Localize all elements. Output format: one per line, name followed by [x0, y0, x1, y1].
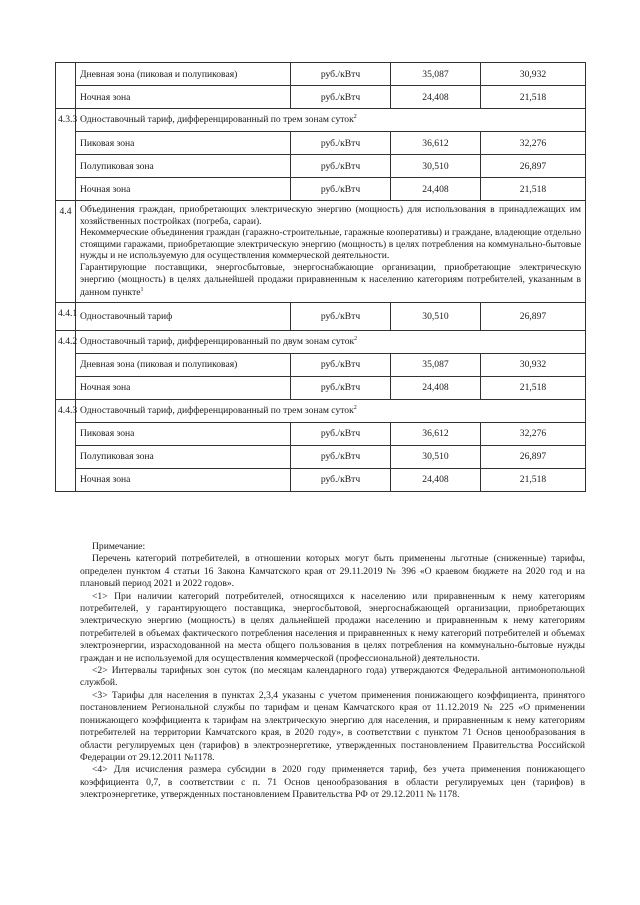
- table-row: [56, 302, 586, 330]
- row-number: 4.4: [56, 201, 76, 303]
- group-header-text: Одноставочный тариф, дифференцированный по трем зонам суток: [80, 114, 354, 126]
- row-value-2: 26,897: [481, 155, 586, 178]
- table-row: [56, 63, 586, 86]
- row-value-2: 30,932: [481, 63, 586, 86]
- row-value-2: 26,897: [481, 302, 586, 330]
- table-row: [56, 155, 586, 178]
- row-value-2: 32,276: [481, 422, 586, 445]
- footnote-ref: 2: [353, 114, 357, 121]
- row-label: Одноставочный тариф: [76, 302, 291, 330]
- row-label: Ночная зона: [76, 468, 291, 491]
- description-paragraph: [80, 204, 581, 227]
- row-label: Пиковая зона: [76, 132, 291, 155]
- group-header: [76, 109, 586, 132]
- footnote-ref: 1: [140, 287, 144, 294]
- row-unit: руб./кВтч: [291, 63, 391, 86]
- row-value-1: 24,408: [391, 376, 481, 399]
- row-unit: руб./кВтч: [291, 302, 391, 330]
- row-value-2: 21,518: [481, 468, 586, 491]
- table-row: [56, 86, 586, 109]
- note-4: <4> Для исчисления размера субсидии в 2020 году применяется тариф, без учета применения понижающего коэффициента 0,7, в соответствии с п. 71 Основ ценообразования в области регулируемых цен (тарифов) в электроэнергетике, утвержденных постановлением Правительства РФ от 29.12.2011 № 1178.: [80, 764, 585, 801]
- description-text: Некоммерческие объединения граждан (гаражно-строительные, гаражные кооперативы) и граждане, владеющие отдельно стоящими гаражами, приобретающие электрическую энергию (мощность) в целях потребления на коммунально-бытовые нужды и не используемую для осуществления коммерческой деятельности.: [80, 227, 581, 262]
- row-number: 4.3.3: [56, 109, 76, 201]
- row-value-1: 36,612: [391, 422, 481, 445]
- notes-title: Примечание:: [92, 541, 146, 552]
- table-row: [56, 376, 586, 399]
- row-value-1: 35,087: [391, 353, 481, 376]
- footnote-ref: 2: [354, 336, 358, 343]
- footnote-ref: 2: [353, 405, 357, 412]
- row-label: Пиковая зона: [76, 422, 291, 445]
- row-unit: руб./кВтч: [291, 376, 391, 399]
- row-number: 4.4.1: [56, 302, 76, 330]
- row-label: Ночная зона: [76, 178, 291, 201]
- description-text: Объединения граждан, приобретающих электрическую энергию (мощность) для использования в принадлежащих им хозяйственных постройках (погреба, сараи).: [80, 204, 581, 227]
- row-value-2: 26,897: [481, 445, 586, 468]
- table-row: [56, 353, 586, 376]
- row-unit: руб./кВтч: [291, 155, 391, 178]
- row-value-1: 30,510: [391, 155, 481, 178]
- row-unit: руб./кВтч: [291, 445, 391, 468]
- row-label: Ночная зона: [76, 376, 291, 399]
- notes-section: [80, 541, 585, 802]
- row-value-2: 32,276: [481, 132, 586, 155]
- note-0: Перечень категорий потребителей, в отношении которых могут быть применены льготные (сниженные) тарифы, определен пунктом 4 статьи 16 Закона Камчатского края от 29.11.2019 № 396 «О краевом бюджете на 2020 год и на плановый период 2021 и 2022 годов».: [80, 553, 585, 590]
- description-paragraph: [80, 227, 581, 262]
- description-text: Гарантирующие поставщики, энергосбытовые, энергоснабжающие организации, приобретающие электрическую энергию (мощность) в целях дальнейшей продажи приравненным к населению категориям потребителей, указанным в данном пункте: [80, 261, 581, 299]
- row-unit: руб./кВтч: [291, 132, 391, 155]
- row-label: Дневная зона (пиковая и полупиковая): [76, 63, 291, 86]
- row-number: [56, 63, 76, 109]
- note-1: <1> При наличии категорий потребителей, относящихся к населению или приравненным к нему категориям потребителей, у гарантирующего поставщика, энергосбытовой, энергоснабжающей организации, приобретающих электрическую энергию (мощность) в целях дальнейшей продажи населению и приравненным к нему категориям потребителей в объемах фактического потребления населения и приравненных к нему категорий потребителей и объемах электроэнергии, израсходованной на места общего пользования в целях потребления на коммунально-бытовые нужды граждан и не используемой для осуществления коммерческой (профессиональной) деятельности.: [80, 590, 585, 664]
- row-unit: руб./кВтч: [291, 422, 391, 445]
- row-value-1: 36,612: [391, 132, 481, 155]
- description-paragraph: [80, 262, 581, 299]
- table-group-header: [56, 330, 586, 353]
- row-value-1: 24,408: [391, 468, 481, 491]
- row-value-1: 30,510: [391, 302, 481, 330]
- row-unit: руб./кВтч: [291, 468, 391, 491]
- category-description: [76, 201, 586, 303]
- row-value-2: 21,518: [481, 86, 586, 109]
- table-row: [56, 445, 586, 468]
- table-row-description: [56, 201, 586, 303]
- table-row: [56, 132, 586, 155]
- row-value-2: 21,518: [481, 178, 586, 201]
- row-number: 4.4.2: [56, 330, 76, 399]
- row-value-1: 24,408: [391, 178, 481, 201]
- table-group-header: [56, 399, 586, 422]
- row-value-2: 30,932: [481, 353, 586, 376]
- row-unit: руб./кВтч: [291, 86, 391, 109]
- note-2: <2> Интервалы тарифных зон суток (по месяцам календарного года) утверждаются Федеральной антимонопольной службой.: [80, 665, 585, 689]
- row-label: Дневная зона (пиковая и полупиковая): [76, 353, 291, 376]
- tariff-table: [55, 62, 586, 492]
- table-row: [56, 468, 586, 491]
- note-3: <3> Тарифы для населения в пунктах 2,3,4 указаны с учетом применения понижающего коэффициента, принятого постановлением Региональной службы по тарифам и ценам Камчатского края от 11.12.2019 № 225 «О применении понижающего коэффициента к тарифам на электрическую энергию для населения, и приравненным к нему категориям потребителей на территории Камчатского края, в 2020 году», в соответствии с пунктом 71 Основ ценообразования в области регулируемых цен (тарифов) в электроэнергетике, утвержденных постановлением Правительства Российской Федерации от 29.12.2011 №1178.: [80, 689, 585, 763]
- group-header-text: Одноставочный тариф, дифференцированный по двум зонам суток: [80, 336, 355, 348]
- row-unit: руб./кВтч: [291, 353, 391, 376]
- table-row: [56, 178, 586, 201]
- row-label: Ночная зона: [76, 86, 291, 109]
- row-label: Полупиковая зона: [76, 155, 291, 178]
- row-value-1: 24,408: [391, 86, 481, 109]
- row-number: 4.4.3: [56, 399, 76, 491]
- table-row: [56, 422, 586, 445]
- row-value-1: 30,510: [391, 445, 481, 468]
- group-header: [76, 330, 586, 353]
- group-header: [76, 399, 586, 422]
- row-unit: руб./кВтч: [291, 178, 391, 201]
- row-value-1: 35,087: [391, 63, 481, 86]
- table-group-header: [56, 109, 586, 132]
- row-value-2: 21,518: [481, 376, 586, 399]
- group-header-text: Одноставочный тариф, дифференцированный по трем зонам суток: [80, 405, 354, 417]
- row-label: Полупиковая зона: [76, 445, 291, 468]
